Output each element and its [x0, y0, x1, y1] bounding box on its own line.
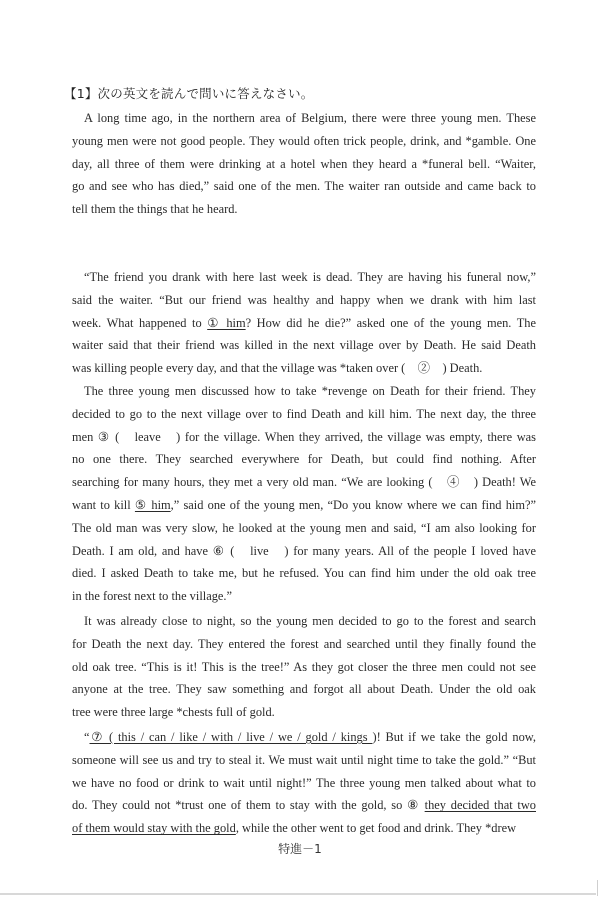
passage-line — [72, 820, 536, 836]
text-segment: no one there. They searched everywhere for Death, but could find nothing. After — [72, 452, 536, 467]
underlined-text: ⑦ ( this / can / like / with / live / we / gold / kings — [89, 730, 373, 744]
text-segment: young men were not good people. They would often trick people, drink, and *gamble. One — [72, 133, 536, 148]
passage-line — [72, 201, 536, 217]
text-segment: want to kill — [72, 498, 135, 512]
passage-line — [72, 565, 536, 581]
passage-line — [72, 360, 536, 376]
text-segment: searching for many hours, they met a very old man. “We are looking ( ④ ) Death! We — [72, 475, 536, 490]
text-segment: )! But if we take the gold now, — [372, 730, 537, 744]
passage-line — [72, 429, 536, 445]
passage-line — [72, 636, 536, 652]
text-segment: A long time ago, in the northern area of Belgium, there were three young men. These — [84, 111, 536, 125]
passage-line — [72, 406, 536, 422]
passage-line — [72, 797, 536, 813]
question-heading: 【1】次の英文を読んで問いに答えなさい。 — [64, 86, 314, 101]
passage-line — [72, 315, 536, 331]
passage-line — [72, 292, 536, 308]
underlined-text: they decided that two — [424, 798, 536, 813]
page-bottom-border — [0, 893, 596, 895]
text-segment: Death. I am old, and have ⑥ ( live ) for many years. All of the people I loved have — [72, 543, 536, 558]
text-segment: “The friend you drank with here last week is dead. They are having his funeral now,” — [84, 270, 536, 284]
text-segment: decided to go to the next village over to find Death and kill him. The next day, the three — [72, 406, 536, 421]
passage-line — [72, 752, 536, 768]
passage-line — [72, 497, 536, 513]
text-segment: for Death the next day. They entered the forest and searched until they finally found the — [72, 636, 536, 651]
text-segment: , while the other went to get food and drink. They *drew — [235, 821, 517, 836]
passage-line — [72, 520, 536, 536]
page-edge-mark — [597, 880, 598, 896]
text-segment: waiter said that their friend was killed in the next village over by Death. He said Death — [72, 338, 536, 353]
text-segment: It was already close to night, so the young men decided to go to the forest and search — [84, 614, 536, 628]
passage-line — [72, 775, 536, 791]
underlined-text: of them would stay with the gold — [72, 821, 236, 836]
text-segment: “ — [84, 730, 90, 744]
text-segment: The three young men discussed how to take *revenge on Death for their friend. They — [84, 384, 536, 398]
text-segment: anyone at the tree. They saw something and forgot all about Death. Under the old oak — [72, 682, 536, 697]
text-segment: day, all three of them were drinking at a hotel when they heard a *funeral bell. “Waiter, — [72, 156, 536, 171]
passage-line — [72, 156, 536, 172]
passage-line — [72, 588, 536, 604]
passage-line — [72, 659, 536, 675]
text-segment: old oak tree. “This is it! This is the tree!” As they got closer the three men could not see — [72, 659, 536, 674]
text-segment: in the forest next to the village.” — [72, 589, 232, 604]
text-segment: died. I asked Death to take me, but he refused. You can find him under the old oak tree — [72, 566, 536, 581]
text-segment: men ③ ( leave ) for the village. When they arrived, the village was empty, there was — [72, 429, 536, 444]
passage-line — [72, 178, 536, 194]
passage-line — [84, 383, 536, 399]
passage-line — [72, 337, 536, 353]
text-segment: someone will see us and try to steal it. We must wait until night time to take the gold.” “But — [72, 752, 536, 767]
passage-line — [72, 704, 536, 720]
text-segment: we have no food or drink to wait until night!” The three young men talked about what to — [72, 775, 536, 790]
text-segment: said the waiter. “But our friend was healthy and happy when we drank with him last — [72, 292, 536, 307]
text-segment: tree were three large *chests full of gold. — [72, 705, 275, 720]
passage-line — [72, 474, 536, 490]
passage-line — [72, 681, 536, 697]
text-segment: was killing people every day, and that the village was *taken over ( ② ) Death. — [72, 361, 483, 376]
passage-line — [72, 133, 536, 149]
text-segment: do. They could not *trust one of them to stay with the gold, so ⑧ — [72, 798, 425, 813]
text-segment: go and see who has died,” said one of the men. The waiter ran outside and came back to — [72, 179, 536, 194]
passage-line — [84, 729, 536, 745]
page-number: 特進－1 — [278, 842, 322, 856]
passage-line — [72, 543, 536, 559]
text-segment: ? How did he die?” asked one of the young men. The — [245, 315, 537, 330]
passage-line — [84, 269, 536, 285]
text-segment: ,” said one of the young men, “Do you know where we can find him?” — [170, 498, 536, 512]
text-segment: week. What happened to — [72, 315, 208, 330]
passage-line — [84, 613, 536, 629]
passage-line — [84, 110, 536, 126]
text-segment: The old man was very slow, he looked at the young men and said, “I am also looking for — [72, 520, 536, 535]
passage-line — [72, 451, 536, 467]
underlined-text: ① him — [207, 315, 246, 330]
underlined-text: ⑤ him — [134, 498, 171, 512]
text-segment: tell them the things that he heard. — [72, 202, 238, 217]
